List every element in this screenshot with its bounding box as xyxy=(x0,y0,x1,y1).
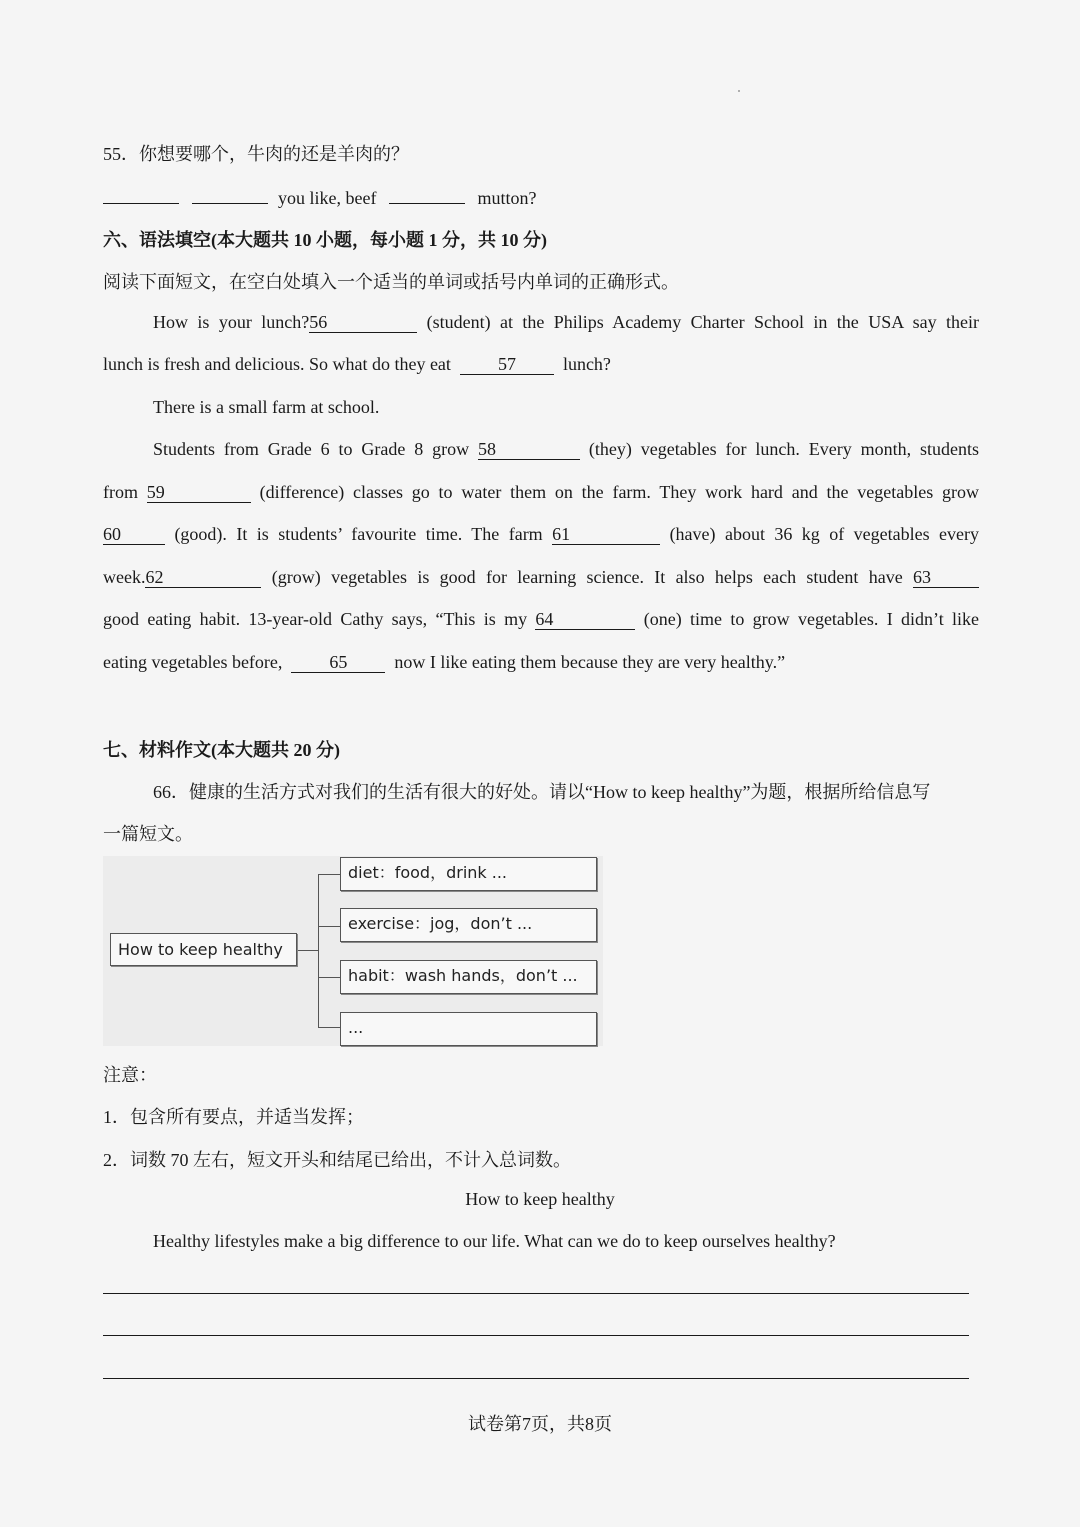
q55-blank-3[interactable] xyxy=(389,184,465,204)
branch-more: ... xyxy=(340,1012,597,1046)
blank-57[interactable]: 57 xyxy=(460,355,554,375)
blank-62[interactable]: 62 xyxy=(145,568,261,588)
note-2: 2．词数 70 左右，短文开头和结尾已给出，不计入总词数。 xyxy=(103,1150,571,1170)
blank-63[interactable]: 63 xyxy=(913,568,979,588)
passage-line-5: from 59 (difference) classes go to water them on the farm. They work hard and the vegetables grow xyxy=(103,482,980,502)
branch-exercise: exercise：jog，don’t ... xyxy=(340,908,597,942)
passage-line-3: There is a small farm at school. xyxy=(153,397,380,417)
blank-58[interactable]: 58 xyxy=(478,440,580,460)
connector-4 xyxy=(318,1027,340,1028)
page-footer: 试卷第7页，共8页 xyxy=(468,1414,612,1434)
note-1: 1．包含所有要点，并适当发挥； xyxy=(103,1107,364,1127)
section6-instruction: 阅读下面短文，在空白处填入一个适当的单词或括号内单词的正确形式。 xyxy=(103,272,679,292)
q55-text-mid: you like, beef xyxy=(278,188,377,208)
q55-text-end: mutton? xyxy=(477,188,537,208)
section6-title: 六、语法填空(本大题共 10 小题，每小题 1 分，共 10 分) xyxy=(103,230,547,250)
branch-diet: diet：food，drink ... xyxy=(340,857,597,891)
mind-map xyxy=(103,856,603,1046)
essay-opening: Healthy lifestyles make a big difference to our life. What can we do to keep ourselves healthy? xyxy=(153,1231,836,1251)
writing-line-1[interactable] xyxy=(103,1293,969,1294)
q55-prompt: 55．你想要哪个，牛肉的还是羊肉的？ xyxy=(103,144,409,164)
section7-title: 七、材料作文(本大题共 20 分) xyxy=(103,740,340,760)
passage-line-4: Students from Grade 6 to Grade 8 grow 58 (they) vegetables for lunch. Every month, students xyxy=(153,439,980,459)
blank-61[interactable]: 61 xyxy=(552,525,660,545)
connector-2 xyxy=(318,926,340,927)
q55-blank-2[interactable] xyxy=(192,184,268,204)
passage-line-6: 60 (good). It is students’ favourite time. The farm 61 (have) about 36 kg of vegetables every xyxy=(103,524,980,544)
passage-line-9: eating vegetables before, 65 now I like eating them because they are very healthy.” xyxy=(103,652,786,672)
blank-65[interactable]: 65 xyxy=(291,653,385,673)
mind-map-center: How to keep healthy xyxy=(110,933,297,966)
passage-line-1: How is your lunch?56 (student) at the Philips Academy Charter School in the USA say their xyxy=(153,312,979,332)
blank-56[interactable]: 56 xyxy=(309,313,417,333)
q66-line-1: 66．健康的生活方式对我们的生活有很大的好处。请以“How to keep healthy”为题，根据所给信息写 xyxy=(153,782,931,802)
blank-59[interactable]: 59 xyxy=(147,483,251,503)
blank-60[interactable]: 60 xyxy=(103,525,165,545)
passage-line-2: lunch is fresh and delicious. So what do they eat 57 lunch? xyxy=(103,354,611,374)
connector-1 xyxy=(318,874,340,875)
connector-trunk xyxy=(318,874,319,1027)
connector-main xyxy=(298,950,318,951)
passage-line-8: good eating habit. 13-year-old Cathy says, “This is my 64 (one) time to grow vegetables. I didn’t like xyxy=(103,609,980,629)
q66-line-2: 一篇短文。 xyxy=(103,824,193,844)
writing-line-3[interactable] xyxy=(103,1378,969,1379)
q55-answer-line xyxy=(103,184,536,209)
writing-line-2[interactable] xyxy=(103,1335,969,1336)
page-mark xyxy=(738,90,740,92)
connector-3 xyxy=(318,977,340,978)
blank-64[interactable]: 64 xyxy=(535,610,635,630)
passage-line-7: week.62 (grow) vegetables is good for learning science. It also helps each student have 63 xyxy=(103,567,979,588)
essay-title: How to keep healthy xyxy=(465,1189,615,1209)
q55-blank-1[interactable] xyxy=(103,184,179,204)
notes-label: 注意： xyxy=(103,1065,157,1085)
branch-habit: habit：wash hands，don’t ... xyxy=(340,960,597,994)
